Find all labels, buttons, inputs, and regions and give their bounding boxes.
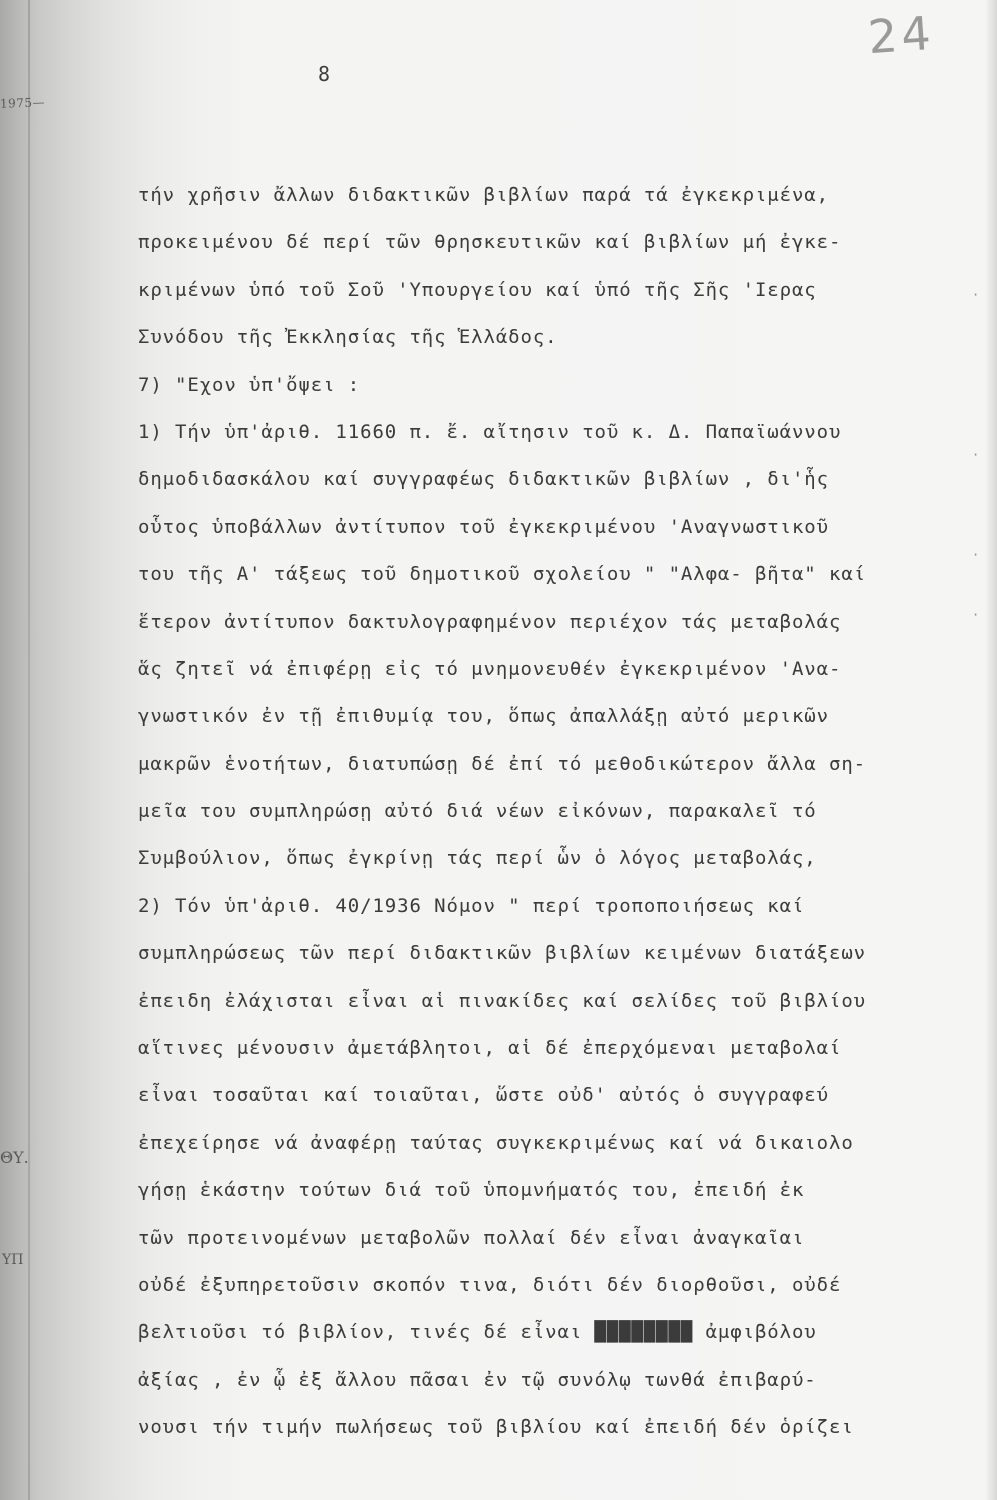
text-line: Συνόδου τῆς Ἐκκλησίας τῆς Ἑλλάδος. [138,326,558,349]
text-line: τῶν προτεινομένων μεταβολῶν πολλαί δέν εἶναι ἀναγκαῖαι [138,1226,805,1249]
text-line: αἵτινες μένουσιν ἀμετάβλητοι, αἱ δέ ἐπερχόμεναι μεταβολαί [138,1037,842,1060]
margin-speck: · [972,448,980,462]
text-line: ἐπειδη ἐλάχισται εἶναι αἱ πινακίδες καί σελίδες τοῦ βιβλίου [138,989,866,1012]
text-line: δημοδιδασκάλου καί συγγραφέως διδακτικῶν βιβλίων , δι'ἧς [138,468,829,491]
left-margin-mark-bottom: ΥΠ [2,1252,24,1268]
page-right-edge [985,0,997,1500]
text-line: τήν χρῆσιν ἄλλων διδακτικῶν βιβλίων παρά τά ἐγκεκριμένα, [138,184,829,206]
text-line: εἶναι τοσαῦται καί τοιαῦται, ὥστε οὐδ' αὐτός ὁ συγγραφεύ [138,1084,829,1107]
text-line: του τῆς Α' τάξεως τοῦ δημοτικοῦ σχολείου " "Αλφα- βῆτα" καί [138,563,866,586]
typewritten-body [138,172,928,1452]
text-line: οὐδέ ἐξυπηρετοῦσιν σκοπόν τινα, διότι δέν διορθοῦσι, οὐδέ [138,1273,842,1296]
margin-speck: · [972,608,980,622]
left-margin-mark-top: 1975— [0,95,46,111]
text-line: γήσῃ ἑκάστην τούτων διά τοῦ ὑπομνήματός του, ἐπειδή ἐκ [138,1179,805,1202]
text-line: βελτιοῦσι τό βιβλίον, τινές δέ εἶναι ████████ ἀμφιβόλου [138,1321,817,1344]
text-line: ἅς ζητεῖ νά ἐπιφέρῃ εἰς τό μνημονευθέν ἐγκεκριμένον 'Ανα- [138,657,842,680]
text-line: οὗτος ὑποβάλλων ἀντίτυπον τοῦ ἐγκεκριμένου 'Αναγνωστικοῦ [138,515,829,538]
page-binding-shadow [28,0,30,1500]
left-margin-mark-middle: ΘΥ. [0,1148,29,1167]
text-line: 1) Τήν ὑπ'ἀριθ. 11660 π. ἔ. αἴτησιν τοῦ κ. Δ. Παπαϊωάννου [138,420,842,443]
text-line: μακρῶν ἑνοτήτων, διατυπώσῃ δέ ἐπί τό μεθοδικώτερον ἄλλα ση- [138,752,866,775]
page-number: 8 [318,62,331,86]
text-line: ἕτερον ἀντίτυπον δακτυλογραφημένον περιέχον τάς μεταβολάς [138,610,842,633]
text-line: προκειμένου δέ περί τῶν θρησκευτικῶν καί βιβλίων μή ἐγκε- [138,231,842,254]
text-line: 2) Τόν ὑπ'ἀριθ. 40/1936 Νόμον " περί τροποποιήσεως καί [138,894,805,917]
text-line: μεῖα του συμπληρώσῃ αὐτό διά νέων εἰκόνων, παρακαλεῖ τό [138,800,817,823]
text-line: κριμένων ὑπό τοῦ Σοῦ 'Υπουργείου καί ὑπό τῆς Σῆς 'Ιερας [138,278,817,301]
text-line: συμπληρώσεως τῶν περί διδακτικῶν βιβλίων κειμένων διατάξεων [138,942,866,965]
text-line: Συμβούλιον, ὅπως ἐγκρίνῃ τάς περί ὧν ὁ λόγος μεταβολάς, [138,847,817,870]
margin-speck: · [972,288,980,302]
text-line: νουσι τήν τιμήν πωλήσεως τοῦ βιβλίου καί ἐπειδή δέν ὁρίζει [138,1416,854,1439]
text-line: 7) "Εχον ὑπ'ὄψει : [138,373,361,396]
text-line: ἐπεχείρησε νά ἀναφέρῃ ταύτας συγκεκριμένως καί νά δικαιολο [138,1131,854,1154]
handwritten-folio-number: 24 [866,5,937,65]
text-line: ἀξίας , ἐν ᾧ ἐξ ἄλλου πᾶσαι ἐν τῷ συνόλῳ τωνθά ἐπιβαρύ- [138,1368,817,1391]
text-line: γνωστικόν ἐν τῇ ἐπιθυμίᾳ του, ὅπως ἀπαλλάξῃ αὐτό μερικῶν [138,705,829,728]
margin-speck: · [972,548,980,562]
